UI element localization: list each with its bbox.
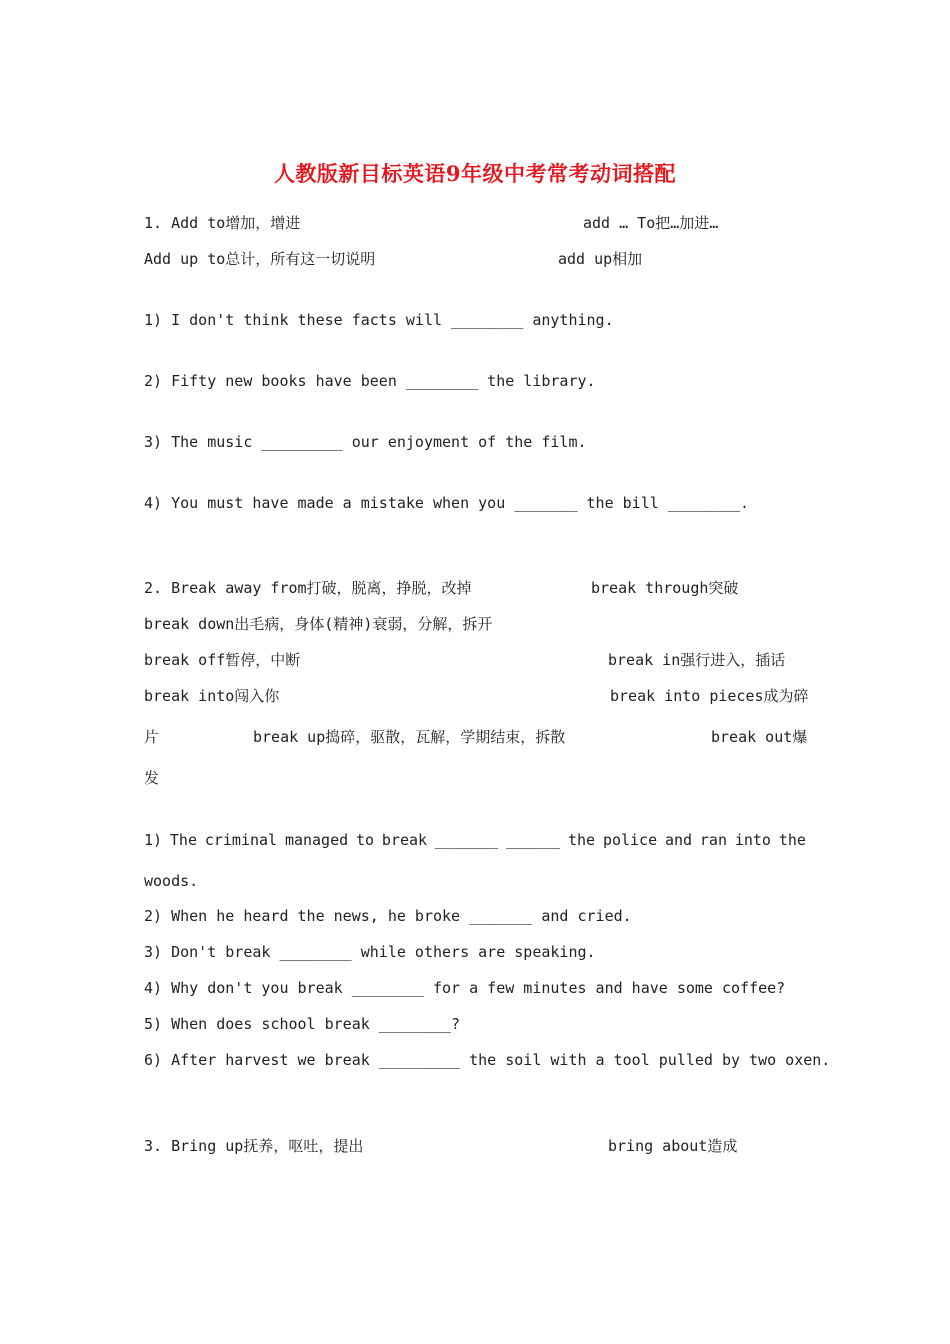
exercise-word: the [568,831,596,849]
exercise-word: 1) [144,831,163,849]
exercise-word: criminal [204,831,278,849]
section2-header-right: break through突破 [591,579,739,597]
exercise-word: managed [284,831,349,849]
section2-exercise-1-cont: woods. [144,872,199,890]
exercise-word: break [381,831,428,849]
section1-exercise-4: 4) You must have made a mistake when you _______ the bill ________. [144,494,750,512]
exercise-word: into [734,831,771,849]
section2-line5-a: 片 [144,728,160,746]
exercise-word: and [664,831,693,849]
section1-header-right: add … To把…加进… [583,214,719,232]
section2-exercise-2: 2) When he heard the news, he broke _______ and cried. [144,907,632,925]
section2-exercise-4: 4) Why don't you break ________ for a few minutes and have some coffee? [144,979,786,997]
section2-line4-left: break into闯入你 [144,687,280,705]
section1-exercise-2: 2) Fifty new books have been ________ the library. [144,372,596,390]
exercise-word: The [169,831,197,849]
exercise-word: to [356,831,375,849]
document-title: 人教版新目标英语9年级中考常考动词搭配 [273,161,677,186]
section1-exercise-3: 3) The music _________ our enjoyment of the film. [144,433,587,451]
section2-line4-right: break into pieces成为碎 [610,687,809,705]
section2-exercise-6: 6) After harvest we break _________ the soil with a tool pulled by two oxen. [144,1051,831,1069]
section2-line5-b: break up捣碎，驱散，瓦解，学期结束，拆散 [253,728,566,746]
section2-header-left: 2. Break away from打破，脱离，挣脱，改掉 [144,579,472,597]
section2-exercise-3: 3) Don't break ________ while others are speaking. [144,943,596,961]
exercise-word: police [602,831,658,849]
exercise-blank: _______ [434,831,499,849]
exercise-blank: ______ [505,831,561,849]
section2-line5-c: break out爆 [711,728,808,746]
section2-line2: break down出毛病，身体(精神)衰弱，分解，拆开 [144,615,493,633]
section2-line6: 发 [144,769,160,787]
section1-header-left: 1. Add to增加，增进 [144,214,301,232]
section2-line3-right: break in强行进入，插话 [608,651,786,669]
section2-exercise-1 [144,830,806,850]
section1-line2-right: add up相加 [558,250,643,268]
section2-line3-left: break off暂停，中断 [144,651,301,669]
section1-exercise-1: 1) I don't think these facts will ________ anything. [144,311,614,329]
section3-header-right: bring about造成 [608,1137,738,1155]
section3-header-left: 3. Bring up抚养，呕吐，提出 [144,1137,364,1155]
section2-exercise-5: 5) When does school break ________? [144,1015,461,1033]
exercise-word: ran [699,831,727,849]
section1-line2-left: Add up to总计，所有这一切说明 [144,250,376,268]
exercise-word: the [778,831,806,849]
